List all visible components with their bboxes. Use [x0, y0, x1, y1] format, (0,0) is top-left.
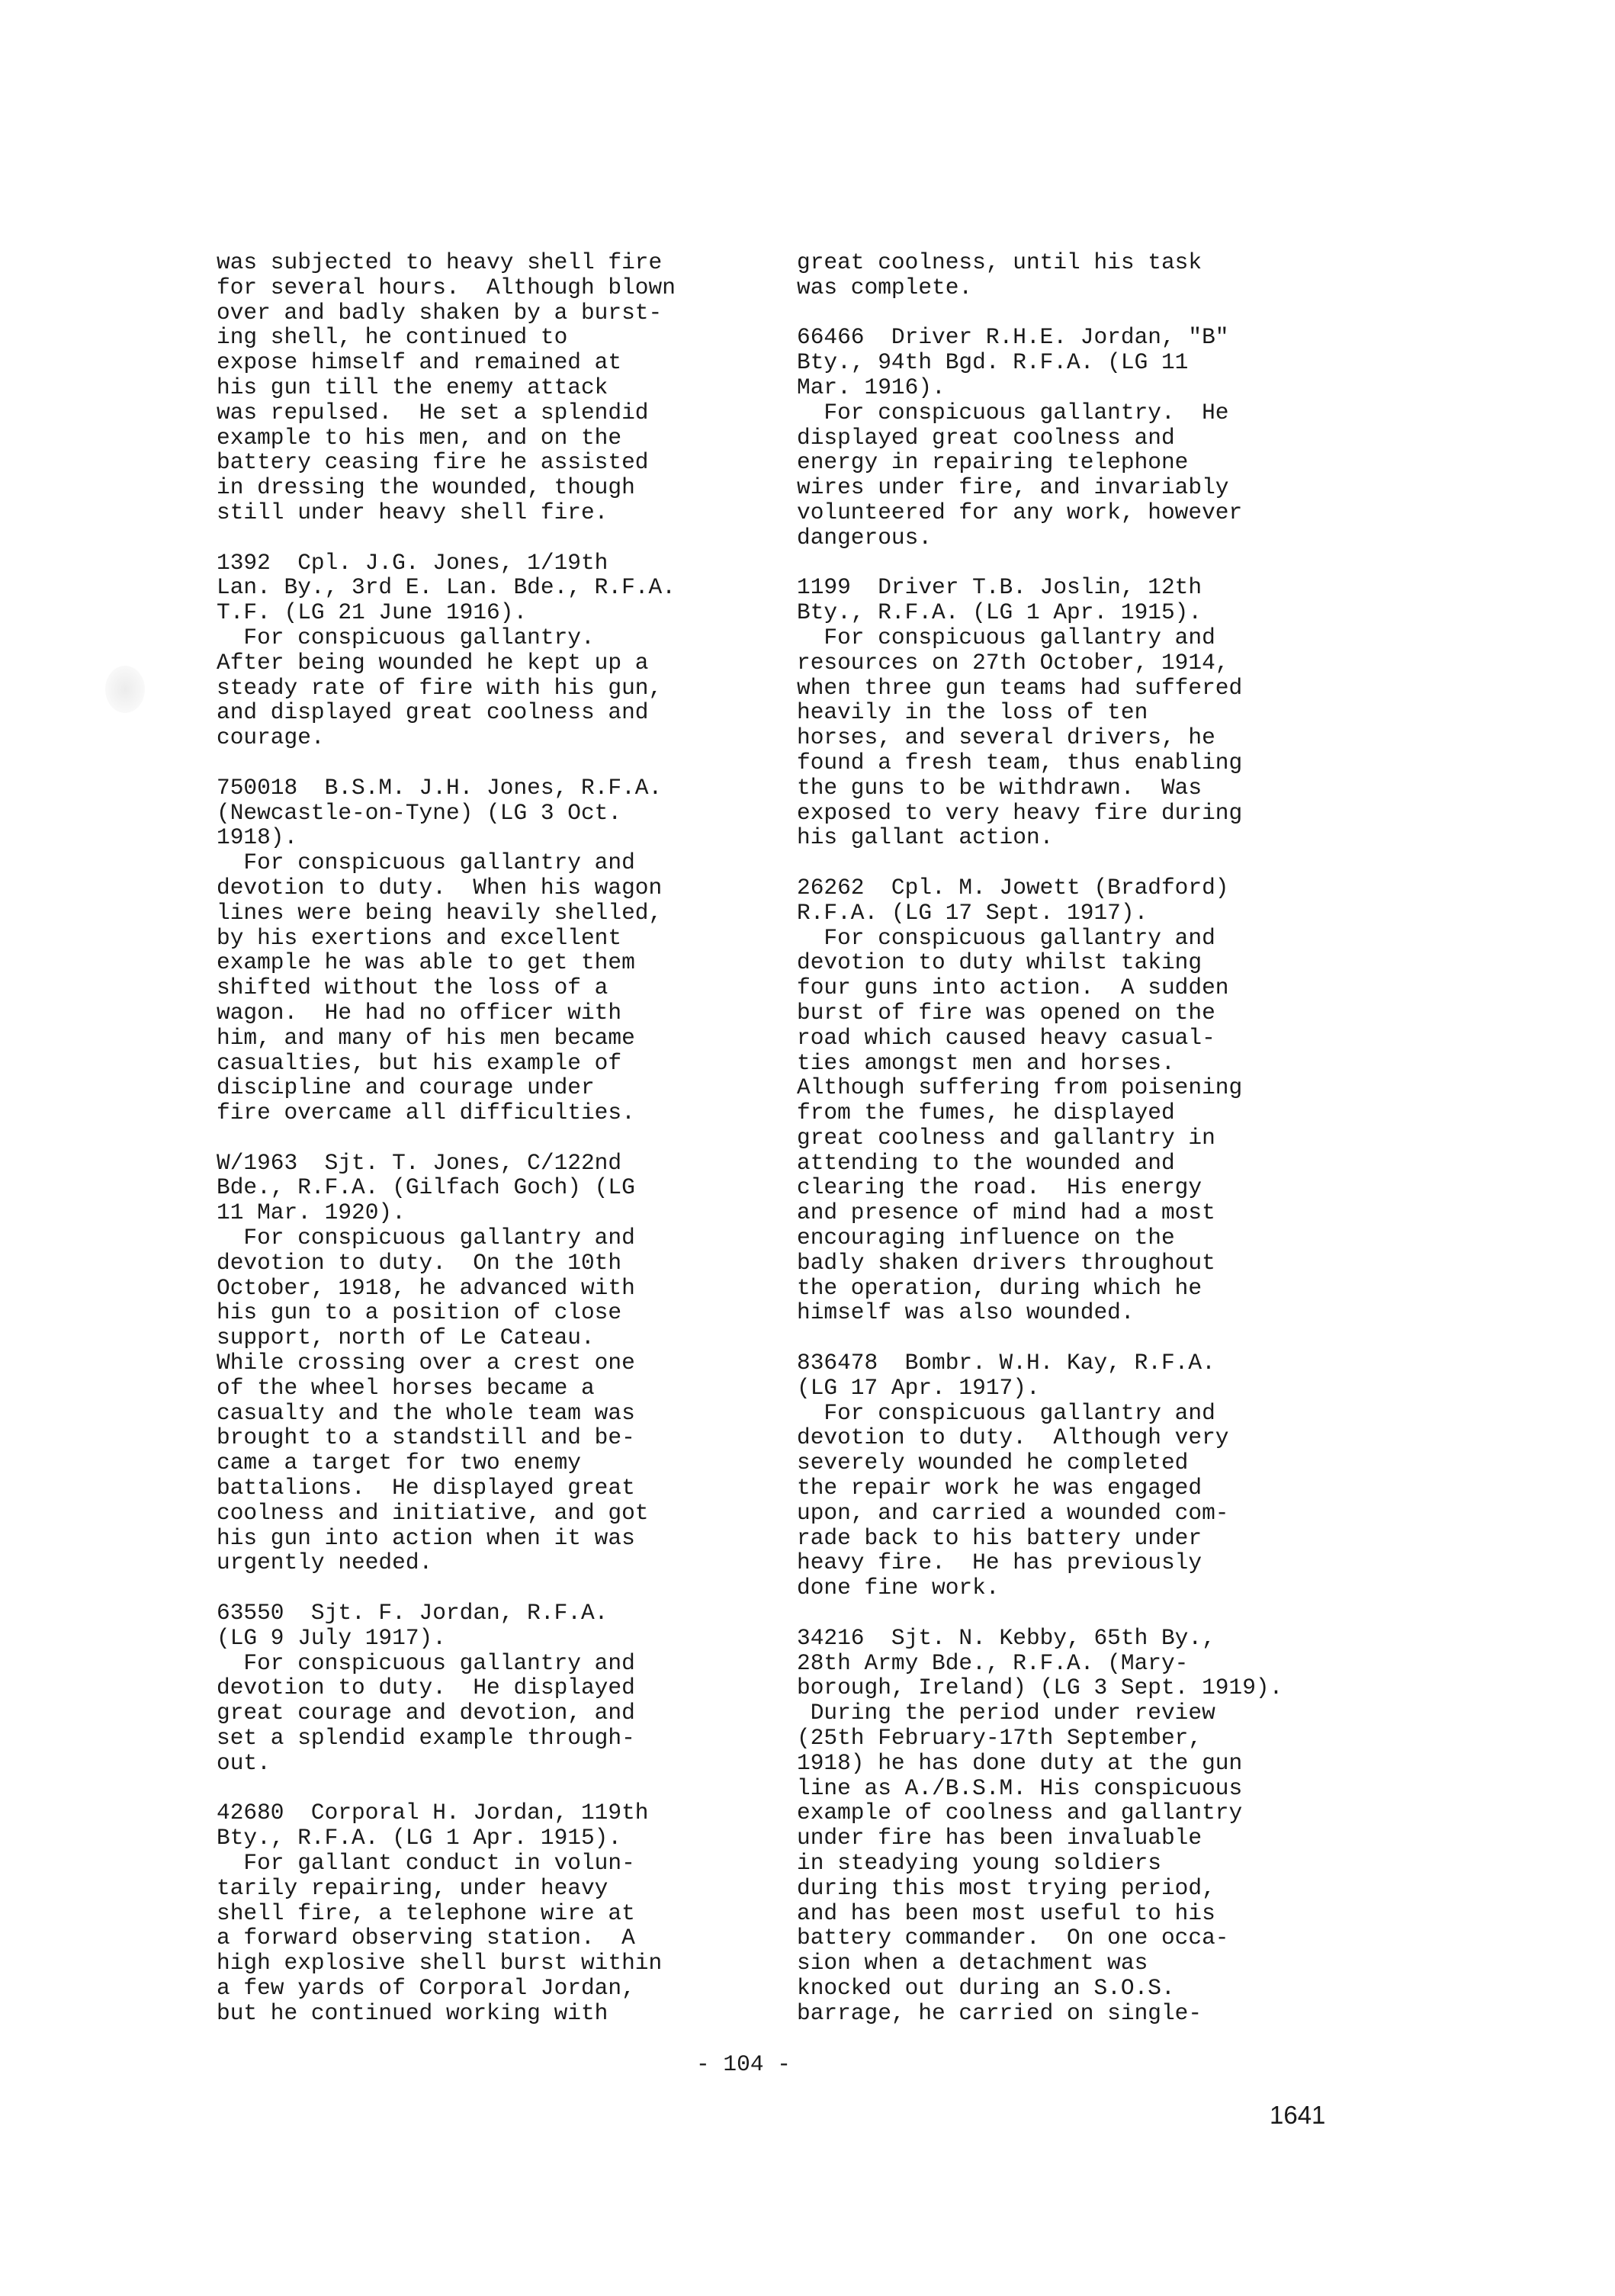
text-line: himself was also wounded.: [797, 1299, 1135, 1326]
text-line: 63550 Sjt. F. Jordan, R.F.A.: [217, 1600, 608, 1626]
text-line: example of coolness and gallantry: [797, 1800, 1243, 1826]
text-line: devotion to duty whilst taking: [797, 949, 1202, 976]
text-line: but he continued working with: [217, 1999, 608, 2026]
text-line: 750018 B.S.M. J.H. Jones, R.F.A.: [217, 774, 663, 801]
text-line: was subjected to heavy shell fire: [217, 249, 663, 275]
text-line: horses, and several drivers, he: [797, 724, 1215, 751]
text-line: severely wounded he completed: [797, 1450, 1189, 1476]
text-line: example to his men, and on the: [217, 424, 622, 451]
text-line: was repulsed. He set a splendid: [217, 399, 649, 425]
text-line: encouraging influence on the: [797, 1225, 1175, 1251]
text-line: While crossing over a crest one: [217, 1350, 635, 1376]
text-line: For conspicuous gallantry.: [217, 624, 595, 650]
text-line: when three gun teams had suffered: [797, 674, 1243, 701]
text-line: was complete.: [797, 274, 973, 300]
text-line: wagon. He had no officer with: [217, 999, 622, 1026]
text-line: by his exertions and excellent: [217, 924, 622, 951]
text-line: 1199 Driver T.B. Joslin, 12th: [797, 574, 1202, 601]
text-line: For conspicuous gallantry and: [797, 924, 1215, 951]
text-line: his gun into action when it was: [217, 1524, 635, 1551]
text-line: example he was able to get them: [217, 949, 635, 976]
text-line: 28th Army Bde., R.F.A. (Mary-: [797, 1649, 1189, 1676]
citation-paragraph: [797, 1350, 1283, 1601]
text-line: brought to a standstill and be-: [217, 1424, 635, 1451]
text-line: and displayed great coolness and: [217, 699, 649, 726]
citation-paragraph: [217, 776, 676, 1126]
text-line: great courage and devotion, and: [217, 1700, 635, 1726]
text-line: courage.: [217, 724, 325, 751]
text-line: four guns into action. A sudden: [797, 975, 1229, 1001]
text-line: road which caused heavy casual-: [797, 1024, 1215, 1051]
text-line: heavy fire. He has previously: [797, 1549, 1202, 1576]
text-line: out.: [217, 1749, 271, 1776]
text-line: volunteered for any work, however: [797, 499, 1243, 525]
text-line: 836478 Bombr. W.H. Kay, R.F.A.: [797, 1350, 1215, 1376]
text-line: a few yards of Corporal Jordan,: [217, 1974, 635, 2001]
citation-paragraph: [797, 250, 1283, 300]
text-line: T.F. (LG 21 June 1916).: [217, 599, 528, 626]
text-line: upon, and carried a wounded com-: [797, 1499, 1229, 1526]
text-line: clearing the road. His energy: [797, 1174, 1202, 1201]
text-line: during this most trying period,: [797, 1874, 1215, 1901]
text-line: devotion to duty. He displayed: [217, 1675, 635, 1701]
text-line: After being wounded he kept up a: [217, 649, 649, 676]
text-line: done fine work.: [797, 1575, 1000, 1601]
text-line: the operation, during which he: [797, 1274, 1202, 1301]
citation-paragraph: [217, 1601, 676, 1776]
text-line: him, and many of his men became: [217, 1024, 635, 1051]
text-line: battalions. He displayed great: [217, 1475, 635, 1501]
text-line: casualty and the whole team was: [217, 1399, 635, 1426]
text-line: Bty., R.F.A. (LG 1 Apr. 1915).: [797, 599, 1202, 626]
text-line: still under heavy shell fire.: [217, 499, 608, 525]
text-line: 11 Mar. 1920).: [217, 1199, 406, 1226]
text-line: expose himself and remained at: [217, 349, 622, 376]
text-line: burst of fire was opened on the: [797, 999, 1215, 1026]
text-line: (LG 9 July 1917).: [217, 1624, 446, 1651]
text-line: high explosive shell burst within: [217, 1950, 663, 1976]
text-line: the guns to be withdrawn. Was: [797, 774, 1202, 801]
text-line: For conspicuous gallantry and: [217, 1649, 635, 1676]
text-line: Bty., R.F.A. (LG 1 Apr. 1915).: [217, 1825, 622, 1851]
text-line: found a fresh team, thus enabling: [797, 749, 1243, 776]
text-line: dangerous.: [797, 524, 933, 551]
text-line: 34216 Sjt. N. Kebby, 65th By.,: [797, 1624, 1215, 1651]
text-line: devotion to duty. Although very: [797, 1424, 1229, 1451]
text-line: W/1963 Sjt. T. Jones, C/122nd: [217, 1149, 622, 1176]
text-line: over and badly shaken by a burst-: [217, 299, 663, 326]
citation-paragraph: [797, 1626, 1283, 2026]
text-line: his gallant action.: [797, 824, 1054, 851]
text-line: support, north of Le Cateau.: [217, 1325, 595, 1351]
text-line: attending to the wounded and: [797, 1149, 1175, 1176]
text-line: exposed to very heavy fire during: [797, 799, 1243, 826]
left-column: [217, 250, 676, 2050]
text-line: steady rate of fire with his gun,: [217, 674, 663, 701]
text-line: 1392 Cpl. J.G. Jones, 1/19th: [217, 549, 608, 576]
text-line: For gallant conduct in volun-: [217, 1850, 635, 1876]
text-line: R.F.A. (LG 17 Sept. 1917).: [797, 899, 1148, 926]
text-line: under fire has been invaluable: [797, 1825, 1202, 1851]
text-line: line as A./B.S.M. His conspicuous: [797, 1774, 1243, 1801]
text-line: During the period under review: [797, 1700, 1215, 1726]
text-line: 66466 Driver R.H.E. Jordan, "B": [797, 324, 1229, 351]
text-line: borough, Ireland) (LG 3 Sept. 1919).: [797, 1675, 1283, 1701]
text-line: lines were being heavily shelled,: [217, 899, 663, 926]
text-line: a forward observing station. A: [217, 1925, 635, 1951]
text-line: barrage, he carried on single-: [797, 1999, 1202, 2026]
text-line: tarily repairing, under heavy: [217, 1874, 608, 1901]
text-line: Although suffering from poisening: [797, 1074, 1243, 1101]
text-line: For conspicuous gallantry and: [217, 1225, 635, 1251]
text-line: casualties, but his example of: [217, 1049, 622, 1076]
text-line: great coolness and gallantry in: [797, 1124, 1215, 1151]
text-line: For conspicuous gallantry and: [797, 1399, 1215, 1426]
citation-paragraph: [797, 325, 1283, 550]
text-line: of the wheel horses became a: [217, 1374, 595, 1401]
text-line: in dressing the wounded, though: [217, 474, 635, 501]
text-line: For conspicuous gallantry and: [217, 849, 635, 876]
text-line: Bde., R.F.A. (Gilfach Goch) (LG: [217, 1174, 635, 1201]
text-line: (LG 17 Apr. 1917).: [797, 1374, 1040, 1401]
text-line: ing shell, he continued to: [217, 324, 568, 351]
text-line: 42680 Corporal H. Jordan, 119th: [217, 1800, 649, 1826]
text-line: October, 1918, he advanced with: [217, 1274, 635, 1301]
text-line: discipline and courage under: [217, 1074, 595, 1101]
citation-paragraph: [217, 250, 676, 525]
text-line: knocked out during an S.O.S.: [797, 1974, 1175, 2001]
page-number: - 104 -: [696, 2051, 791, 2077]
text-line: heavily in the loss of ten: [797, 699, 1148, 726]
text-line: wires under fire, and invariably: [797, 474, 1229, 501]
text-line: 1918) he has done duty at the gun: [797, 1749, 1243, 1776]
text-line: shell fire, a telephone wire at: [217, 1899, 635, 1926]
archive-number: 1641: [1270, 2101, 1326, 2129]
text-line: in steadying young soldiers: [797, 1850, 1161, 1876]
text-line: 1918).: [217, 824, 298, 851]
text-line: For conspicuous gallantry. He: [797, 399, 1229, 425]
citation-paragraph: [217, 1800, 676, 2025]
text-line: battery ceasing fire he assisted: [217, 449, 649, 476]
text-line: displayed great coolness and: [797, 424, 1175, 451]
citation-paragraph: [217, 1151, 676, 1576]
text-line: set a splendid example through-: [217, 1725, 635, 1752]
text-line: came a target for two enemy: [217, 1450, 581, 1476]
citation-paragraph: [797, 575, 1283, 850]
text-line: devotion to duty. When his wagon: [217, 874, 663, 901]
text-line: Lan. By., 3rd E. Lan. Bde., R.F.A.: [217, 574, 676, 601]
text-line: resources on 27th October, 1914,: [797, 649, 1229, 676]
text-line: for several hours. Although blown: [217, 274, 676, 300]
text-line: Mar. 1916).: [797, 374, 946, 400]
text-line: urgently needed.: [217, 1549, 433, 1576]
text-line: (Newcastle-on-Tyne) (LG 3 Oct.: [217, 799, 622, 826]
text-line: great coolness, until his task: [797, 249, 1202, 275]
scan-smudge: [105, 666, 145, 713]
text-line: energy in repairing telephone: [797, 449, 1189, 476]
text-line: and has been most useful to his: [797, 1899, 1215, 1926]
text-line: the repair work he was engaged: [797, 1475, 1202, 1501]
text-line: devotion to duty. On the 10th: [217, 1249, 622, 1276]
citation-paragraph: [797, 875, 1283, 1325]
text-line: battery commander. On one occa-: [797, 1925, 1229, 1951]
text-line: his gun till the enemy attack: [217, 374, 608, 400]
text-line: badly shaken drivers throughout: [797, 1249, 1215, 1276]
text-line: sion when a detachment was: [797, 1950, 1148, 1976]
text-line: from the fumes, he displayed: [797, 1100, 1175, 1126]
text-line: rade back to his battery under: [797, 1524, 1202, 1551]
text-line: Bty., 94th Bgd. R.F.A. (LG 11: [797, 349, 1189, 376]
text-line: and presence of mind had a most: [797, 1199, 1215, 1226]
text-line: fire overcame all difficulties.: [217, 1100, 635, 1126]
text-line: his gun to a position of close: [217, 1299, 622, 1326]
text-line: shifted without the loss of a: [217, 975, 608, 1001]
citation-paragraph: [217, 551, 676, 750]
text-line: 26262 Cpl. M. Jowett (Bradford): [797, 874, 1229, 901]
text-line: ties amongst men and horses.: [797, 1049, 1175, 1076]
right-column: [797, 250, 1283, 2050]
text-line: coolness and initiative, and got: [217, 1499, 649, 1526]
text-line: (25th February-17th September,: [797, 1725, 1202, 1752]
text-line: For conspicuous gallantry and: [797, 624, 1215, 650]
